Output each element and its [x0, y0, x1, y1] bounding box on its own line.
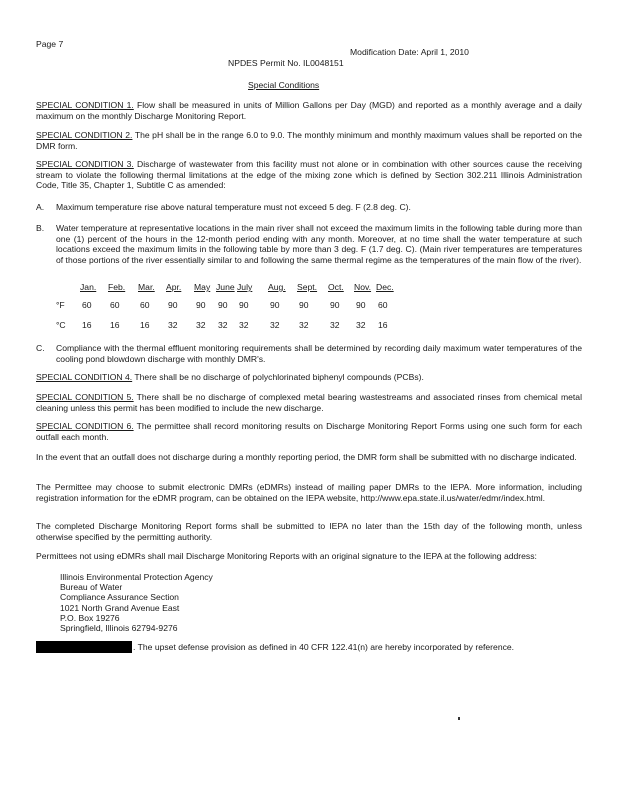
condition-text: Flow shall be measured in units of Million Gallons per Day (MGD) and reported as a monthly average and a daily maximum on the monthly Discharge Monitoring Report.: [36, 100, 582, 121]
table-cell: 90: [356, 300, 366, 310]
table-cell: 16: [378, 320, 388, 330]
condition-text: The pH shall be in the range 6.0 to 9.0. The monthly minimum and monthly maximum values shall be reported on the DMR form.: [36, 130, 582, 151]
table-cell: 90: [239, 300, 249, 310]
table-cell: 60: [140, 300, 150, 310]
table-cell: 32: [270, 320, 280, 330]
special-condition-1: [36, 100, 582, 121]
table-cell: 90: [299, 300, 309, 310]
item-b-letter: B.: [36, 223, 45, 233]
table-cell: 90: [168, 300, 178, 310]
mail-intro-paragraph: Permittees not using eDMRs shall mail Discharge Monitoring Reports with an original signature to the IEPA at the following address:: [36, 551, 537, 561]
redaction-bar: [36, 641, 132, 653]
address-line: Compliance Assurance Section: [60, 592, 179, 603]
section-title: Special Conditions: [248, 80, 320, 90]
month-header: Sept.: [297, 282, 318, 292]
table-cell: 32: [168, 320, 178, 330]
condition-label: SPECIAL CONDITION 3.: [36, 159, 134, 169]
condition-label: SPECIAL CONDITION 6.: [36, 421, 134, 431]
mailing-address: [60, 572, 213, 633]
month-header: Mar.: [138, 282, 155, 292]
month-header: June: [216, 282, 235, 292]
address-line: Springfield, Illinois 62794-9276: [60, 623, 178, 634]
condition-text: There shall be no discharge of complexed metal bearing wastestreams and associated rinses from chemical metal cleaning unless this permit has been modified to include the new discharge.: [36, 392, 582, 413]
modification-date: Modification Date: April 1, 2010: [350, 47, 469, 57]
month-header: July: [237, 282, 253, 292]
month-header: Jan.: [80, 282, 97, 292]
address-line: P.O. Box 19276: [60, 612, 120, 623]
condition-label: SPECIAL CONDITION 2.: [36, 130, 133, 140]
table-cell: 32: [196, 320, 206, 330]
special-condition-5: [36, 392, 582, 413]
page-number: Page 7: [36, 39, 64, 49]
item-a-letter: A.: [36, 202, 45, 212]
due-date-paragraph: The completed Discharge Monitoring Report forms shall be submitted to IEPA no later than the 15th day of the following month, unless otherwise specified by the permitting authority.: [36, 521, 582, 542]
table-cell: 32: [356, 320, 366, 330]
table-cell: 60: [110, 300, 120, 310]
month-header: Dec.: [376, 282, 394, 292]
unit-label-f: °F: [56, 300, 65, 310]
table-cell: 90: [330, 300, 340, 310]
table-cell: 16: [82, 320, 92, 330]
edmr-paragraph: The Permittee may choose to submit electronic DMRs (eDMRs) instead of mailing paper DMRs to the IEPA. More information, including registration information for the eDMR program, can be obtained on the IEPA website, http://www.epa.state.il.us/water/edmr/index.html.: [36, 482, 582, 503]
condition-label: SPECIAL CONDITION 4.: [36, 372, 133, 382]
item-c-letter: C.: [36, 343, 45, 353]
special-condition-2: [36, 130, 582, 151]
unit-label-c: °C: [56, 320, 66, 330]
table-cell: 90: [270, 300, 280, 310]
month-header: May: [194, 282, 211, 292]
no-discharge-paragraph: In the event that an outfall does not discharge during a monthly reporting period, the DMR form shall be submitted with no discharge indicated.: [36, 452, 577, 462]
condition-text: Discharge of wastewater from this facility must not alone or in combination with other sources cause the receiving stream to violate the following thermal limitations at the edge of the mixing zone which is defined by Section 302.211 Illinois Administration Code, Title 35, Chapter 1, Subtitle C as amended:: [36, 159, 582, 191]
table-cell: 90: [196, 300, 206, 310]
scan-speck: [458, 717, 460, 720]
table-cell: 32: [330, 320, 340, 330]
condition-text: The permittee shall record monitoring results on Discharge Monitoring Report Forms using one such form for each outfall each month.: [36, 421, 582, 442]
table-cell: 60: [82, 300, 92, 310]
address-line: Illinois Environmental Protection Agency: [60, 572, 213, 582]
month-header: Oct.: [328, 282, 344, 292]
table-cell: 32: [239, 320, 249, 330]
table-cell: 90: [218, 300, 228, 310]
condition-label: SPECIAL CONDITION 5.: [36, 392, 134, 402]
upset-defense-text: . The upset defense provision as defined in 40 CFR 122.41(n) are hereby incorporated by reference.: [133, 642, 515, 652]
table-cell: 32: [299, 320, 309, 330]
month-header: Aug.: [268, 282, 286, 292]
table-cell: 60: [378, 300, 388, 310]
table-cell: 16: [110, 320, 120, 330]
address-line: 1021 North Grand Avenue East: [60, 602, 180, 613]
temperature-table: [56, 282, 396, 332]
table-cell: 16: [140, 320, 150, 330]
address-line: Bureau of Water: [60, 582, 123, 593]
month-header: Apr.: [166, 282, 182, 292]
special-condition-4: [36, 372, 582, 383]
month-header: Nov.: [354, 282, 372, 292]
special-condition-3: [36, 159, 582, 191]
item-a-text: Maximum temperature rise above natural temperature must not exceed 5 deg. F (2.8 deg. C).: [56, 202, 411, 212]
condition-label: SPECIAL CONDITION 1.: [36, 100, 134, 110]
item-c-text: Compliance with the thermal effluent monitoring requirements shall be determined by recording daily maximum water temperatures of the cooling pond blowdown discharge with monthly DMR's.: [56, 343, 582, 364]
month-header: Feb.: [108, 282, 126, 292]
table-cell: 32: [218, 320, 228, 330]
condition-text: There shall be no discharge of polychlorinated biphenyl compounds (PCBs).: [132, 372, 424, 382]
item-b-text: Water temperature at representative locations in the main river shall not exceed the maximum limits in the following table during more than one (1) percent of the hours in the 12-month period ending with any month. Moreover, at no time shall the water temperature at such locations exceed the maximum limits in the following table by more than 3 deg. F (1.7 deg. C). (Main river temperatures are temperatures of those portions of the river essentially similar to and following the same thermal regime as the temperatures of the main flow of the river).: [56, 223, 582, 265]
permit-number: NPDES Permit No. IL0048151: [228, 58, 344, 68]
special-condition-6: [36, 421, 582, 442]
